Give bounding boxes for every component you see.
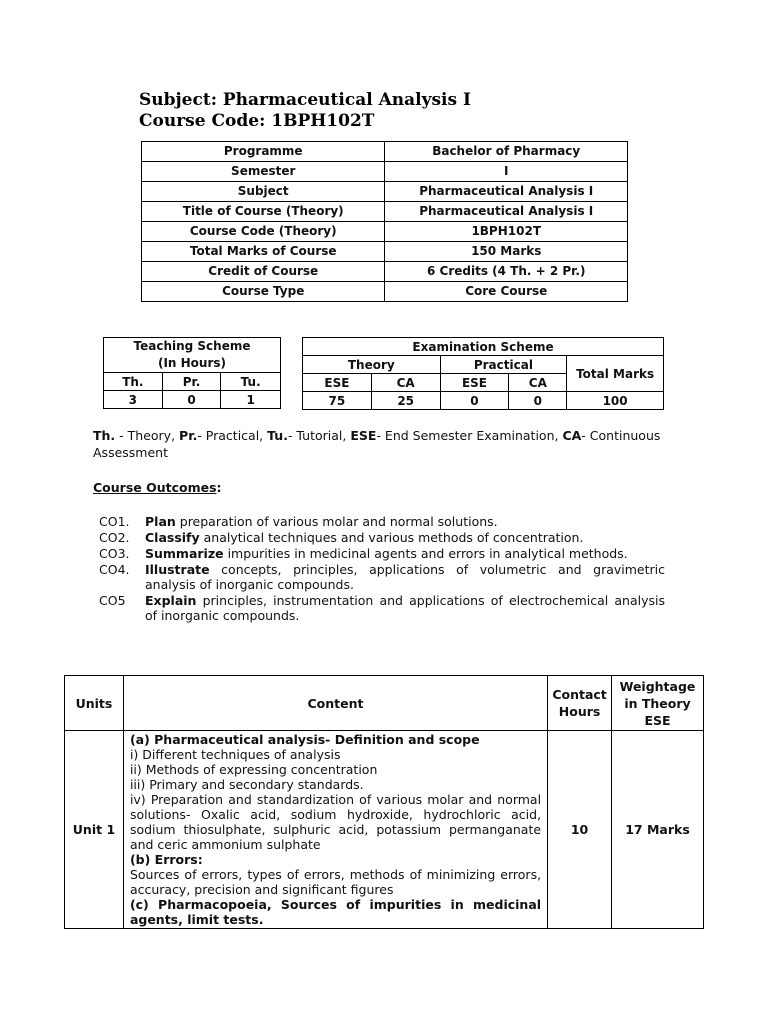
- content-section-a-title: (a) Pharmaceutical analysis- Definition and scope: [129, 732, 480, 747]
- course-outcomes-list: [99, 514, 665, 624]
- teaching-value-th: 3: [104, 391, 163, 409]
- course-outcome-item: [99, 514, 665, 529]
- info-value: Pharmaceutical Analysis I: [385, 202, 628, 222]
- info-row: [142, 142, 628, 162]
- info-row: [142, 222, 628, 242]
- course-outcome-text: [145, 514, 665, 529]
- exam-scheme-table: [302, 337, 664, 410]
- exam-value: 25: [371, 392, 440, 410]
- info-label: Course Type: [142, 282, 385, 302]
- info-row: [142, 162, 628, 182]
- exam-total-value: 100: [567, 392, 664, 410]
- info-row: [142, 262, 628, 282]
- content-section-b-title: (b) Errors:: [129, 852, 203, 867]
- subject-title: Subject: Pharmaceutical Analysis I: [139, 90, 471, 110]
- exam-sub-header: ESE: [303, 374, 372, 392]
- teaching-header-pr: Pr.: [162, 373, 221, 391]
- info-value: Core Course: [385, 282, 628, 302]
- info-row: [142, 282, 628, 302]
- content-section-b-text: Sources of errors, types of errors, methods of minimizing errors, accuracy, precision and significant figures: [129, 867, 542, 897]
- course-outcome-description: concepts, principles, applications of volumetric and gravimetric analysis of inorganic compounds.: [145, 562, 665, 592]
- info-label: Programme: [142, 142, 385, 162]
- exam-scheme-title: Examination Scheme: [303, 338, 664, 356]
- course-outcome-text: [145, 593, 665, 623]
- unit-hours: 10: [548, 731, 612, 929]
- course-outcome-description: preparation of various molar and normal solutions.: [175, 514, 498, 529]
- exam-sub-header: ESE: [440, 374, 509, 392]
- exam-practical-header: Practical: [440, 356, 567, 374]
- exam-value: 75: [303, 392, 372, 410]
- info-value: Pharmaceutical Analysis I: [385, 182, 628, 202]
- course-outcome-description: principles, instrumentation and applications of electrochemical analysis of inorganic compounds.: [145, 593, 665, 623]
- course-outcome-item: [99, 593, 665, 623]
- content-line: ii) Methods of expressing concentration: [129, 762, 378, 777]
- course-code-title: Course Code: 1BPH102T: [139, 111, 375, 131]
- course-outcome-verb: Illustrate: [145, 562, 210, 577]
- course-outcome-number: CO4.: [99, 562, 130, 577]
- info-label: Course Code (Theory): [142, 222, 385, 242]
- content-line: iii) Primary and secondary standards.: [129, 777, 364, 792]
- course-outcome-verb: Summarize: [145, 546, 224, 561]
- exam-sub-header: CA: [371, 374, 440, 392]
- teaching-scheme-title: Teaching Scheme (In Hours): [104, 338, 281, 373]
- content-line: i) Different techniques of analysis: [129, 747, 341, 762]
- info-label: Credit of Course: [142, 262, 385, 282]
- info-value: 1BPH102T: [385, 222, 628, 242]
- units-table: [64, 675, 704, 929]
- course-outcome-verb: Classify: [145, 530, 200, 545]
- course-outcomes-heading: Course Outcomes:: [93, 480, 222, 495]
- content-section-c-title: (c) Pharmacopoeia, Sources of impurities in medicinal agents, limit tests.: [129, 897, 542, 927]
- course-info-table: [141, 141, 628, 302]
- course-outcome-number: CO2.: [99, 530, 130, 545]
- info-row: [142, 242, 628, 262]
- course-outcome-number: CO3.: [99, 546, 130, 561]
- info-label: Subject: [142, 182, 385, 202]
- info-label: Total Marks of Course: [142, 242, 385, 262]
- exam-sub-header: CA: [509, 374, 567, 392]
- unit-label: Unit 1: [65, 731, 124, 929]
- exam-theory-header: Theory: [303, 356, 441, 374]
- exam-value: 0: [440, 392, 509, 410]
- info-value: I: [385, 162, 628, 182]
- teaching-scheme-table: [103, 337, 281, 409]
- course-outcome-item: [99, 546, 665, 561]
- exam-total-header: Total Marks: [567, 356, 664, 392]
- info-label: Title of Course (Theory): [142, 202, 385, 222]
- abbreviation-legend: Th. - Theory, Pr.- Practical, Tu.- Tutorial, ESE- End Semester Examination, CA- Continuous Assessment: [93, 428, 661, 460]
- content-line: iv) Preparation and standardization of various molar and normal solutions- Oxalic acid, sodium hydroxide, hydrochloric acid, sodium thiosulphate, sulphuric acid, potassium permanganate and ceric ammonium sulphate: [129, 792, 542, 852]
- units-header: Units: [65, 676, 124, 731]
- weightage-header: Weightage in Theory ESE: [612, 676, 704, 731]
- course-outcome-text: [145, 562, 665, 592]
- course-outcome-description: analytical techniques and various methods of concentration.: [199, 530, 584, 545]
- teaching-value-tu: 1: [221, 391, 281, 409]
- course-outcome-text: [145, 530, 665, 545]
- info-row: [142, 182, 628, 202]
- course-outcome-text: [145, 546, 665, 561]
- course-outcome-verb: Plan: [145, 514, 176, 529]
- teaching-header-th: Th.: [104, 373, 163, 391]
- info-value: 6 Credits (4 Th. + 2 Pr.): [385, 262, 628, 282]
- contact-hours-header: Contact Hours: [548, 676, 612, 731]
- course-outcome-verb: Explain: [145, 593, 197, 608]
- exam-value: 0: [509, 392, 567, 410]
- teaching-value-pr: 0: [162, 391, 221, 409]
- teaching-header-tu: Tu.: [221, 373, 281, 391]
- course-outcome-description: impurities in medicinal agents and errors in analytical methods.: [223, 546, 628, 561]
- info-label: Semester: [142, 162, 385, 182]
- info-row: [142, 202, 628, 222]
- info-value: Bachelor of Pharmacy: [385, 142, 628, 162]
- unit-weightage: 17 Marks: [612, 731, 704, 929]
- course-outcome-number: CO1.: [99, 514, 130, 529]
- info-value: 150 Marks: [385, 242, 628, 262]
- course-outcome-item: [99, 530, 665, 545]
- course-outcome-number: CO5: [99, 593, 126, 608]
- content-header: Content: [123, 676, 547, 731]
- unit-content: [123, 731, 547, 929]
- course-outcome-item: [99, 562, 665, 592]
